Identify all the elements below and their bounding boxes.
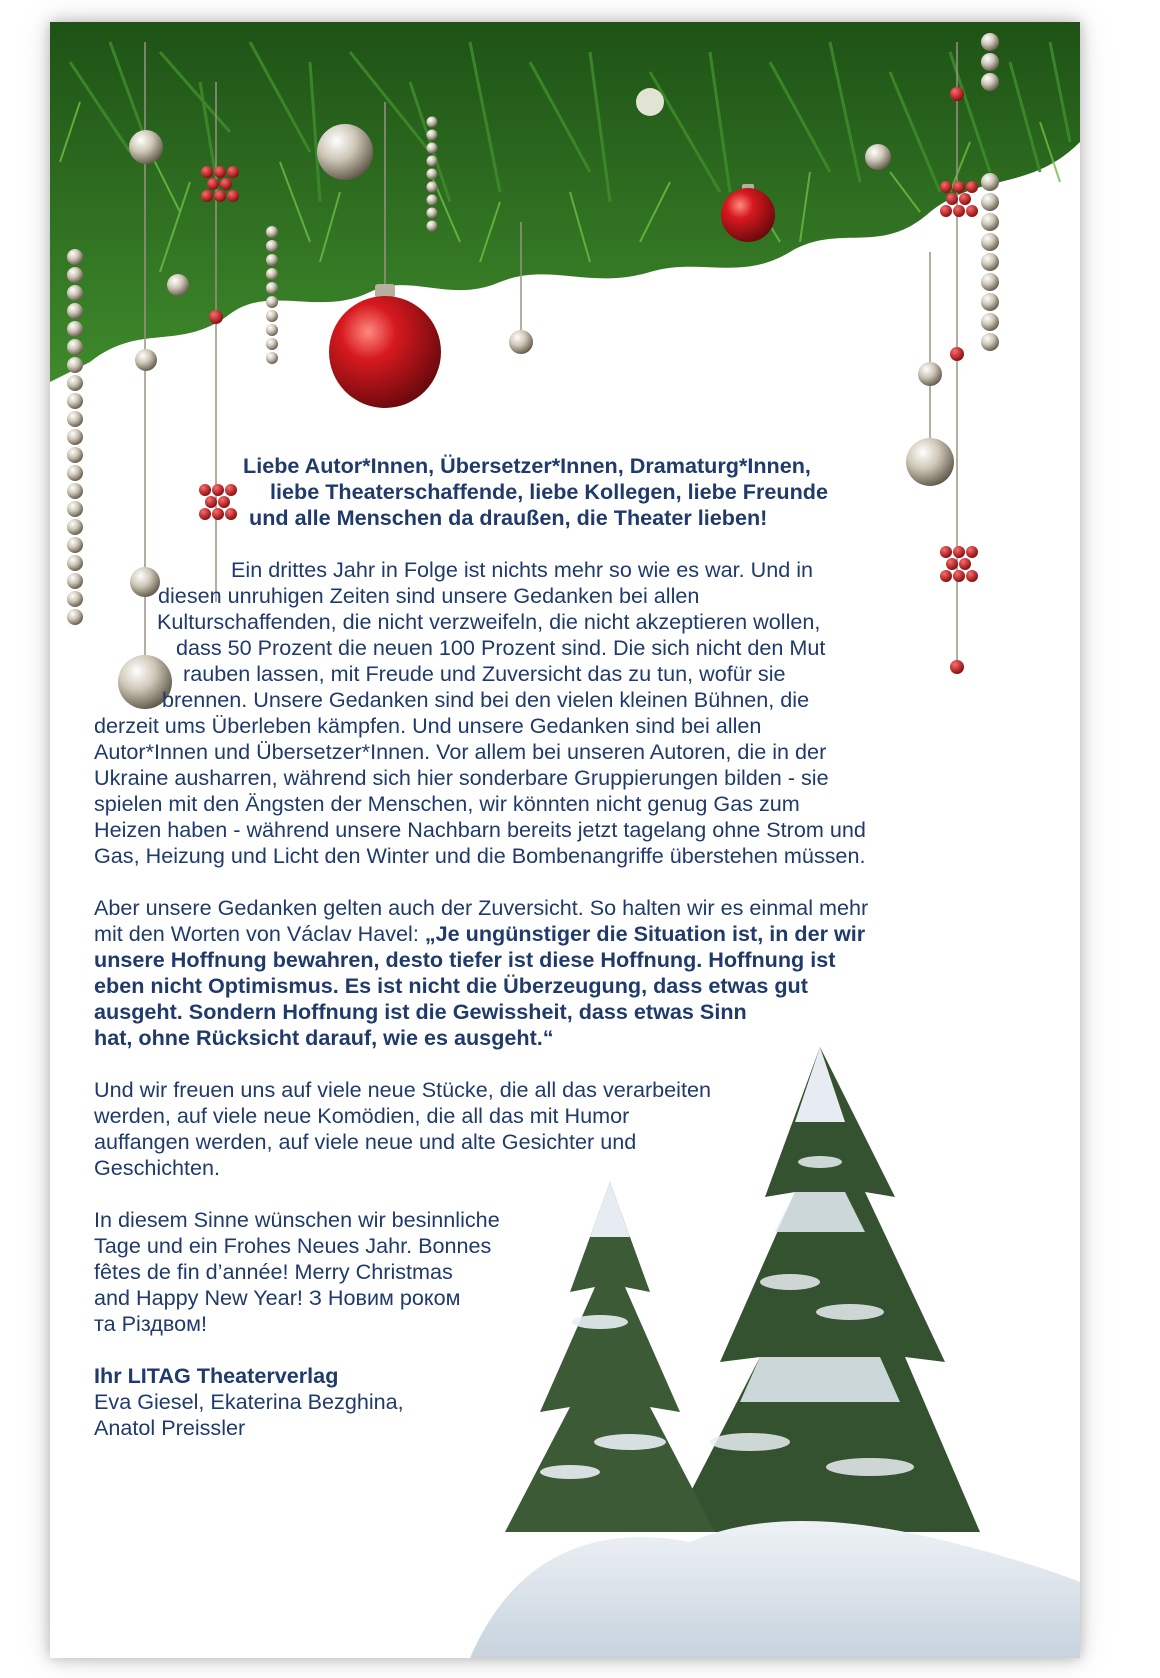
paragraph-1-line: diesen unruhigen Zeiten sind unsere Gedanken bei allen (158, 583, 700, 608)
paragraph-1-line: brennen. Unsere Gedanken sind bei den vielen kleinen Bühnen, die (162, 687, 810, 712)
havel-quote-line: eben nicht Optimismus. Es ist nicht die Überzeugung, dass etwas gut (94, 973, 808, 998)
paragraph-1-line: Autor*Innen und Übersetzer*Innen. Vor allem bei unseren Autoren, die in der (94, 739, 827, 764)
paragraph-3-line: werden, auf viele neue Komödien, die all das mit Humor (94, 1103, 630, 1128)
paragraph-4-line: fêtes de fin d’année! Merry Christmas (94, 1259, 453, 1284)
paragraph-4-line: and Happy New Year! З Новим роком (94, 1285, 461, 1310)
havel-quote-line: hat, ohne Rücksicht darauf, wie es ausgeht.“ (94, 1025, 554, 1050)
paragraph-4-line: та Різдвом! (94, 1311, 207, 1336)
paragraph-1-line: Heizen haben - während unsere Nachbarn bereits jetzt tagelang ohne Strom und (94, 817, 866, 842)
havel-quote-line: ausgeht. Sondern Hoffnung ist die Gewissheit, dass etwas Sinn (94, 999, 747, 1024)
paragraph-2-line: Aber unsere Gedanken gelten auch der Zuversicht. So halten wir es einmal mehr (94, 895, 869, 920)
signature-names: Eva Giesel, Ekaterina Bezghina, (94, 1389, 404, 1414)
paragraph-1-line: Ukraine ausharren, während sich hier sonderbare Gruppierungen bilden - sie (94, 765, 829, 790)
paragraph-3-line: Geschichten. (94, 1155, 221, 1180)
paragraph-1-line: derzeit ums Überleben kämpfen. Und unsere Gedanken sind bei allen (94, 713, 762, 738)
greeting-line-3: und alle Menschen da draußen, die Theater lieben! (249, 505, 768, 530)
paragraph-1-line: Gas, Heizung und Licht den Winter und die Bombenangriffe überstehen müssen. (94, 843, 866, 868)
paragraph-4-line: In diesem Sinne wünschen wir besinnliche (94, 1207, 500, 1232)
greeting-line-1: Liebe Autor*Innen, Übersetzer*Innen, Dramaturg*Innen, (243, 453, 811, 478)
paragraph-1-line: Kulturschaffenden, die nicht verzweifeln, die nicht akzeptieren wollen, (157, 609, 821, 634)
signature-company: Ihr LITAG Theaterverlag (94, 1363, 339, 1388)
paragraph-1-line: Ein drittes Jahr in Folge ist nichts mehr so wie es war. Und in (231, 557, 814, 582)
paragraph-1-line: rauben lassen, mit Freude und Zuversicht das zu tun, wofür sie (183, 661, 786, 686)
paragraph-2-line (94, 920, 865, 948)
paragraph-1-line: spielen mit den Ängsten der Menschen, wir könnten nicht genug Gas zum (94, 791, 800, 816)
paragraph-4-line: Tage und ein Frohes Neues Jahr. Bonnes (94, 1233, 492, 1258)
paragraph-1-line: dass 50 Prozent die neuen 100 Prozent sind. Die sich nicht den Mut (176, 635, 826, 660)
havel-quote-line: unsere Hoffnung bewahren, desto tiefer ist diese Hoffnung. Hoffnung ist (94, 947, 836, 972)
paragraph-3-line: auffangen werden, auf viele neue und alte Gesichter und (94, 1129, 637, 1154)
greeting-line-2: liebe Theaterschaffende, liebe Kollegen, liebe Freunde (270, 479, 828, 504)
quote-intro: mit den Worten von Václav Havel: (94, 921, 425, 946)
havel-quote-start: „Je ungünstiger die Situation ist, in der wir (424, 921, 866, 946)
paragraph-3-line: Und wir freuen uns auf viele neue Stücke, die all das verarbeiten (94, 1077, 711, 1102)
signature-names: Anatol Preissler (94, 1415, 246, 1440)
greeting-card (50, 22, 1080, 1658)
